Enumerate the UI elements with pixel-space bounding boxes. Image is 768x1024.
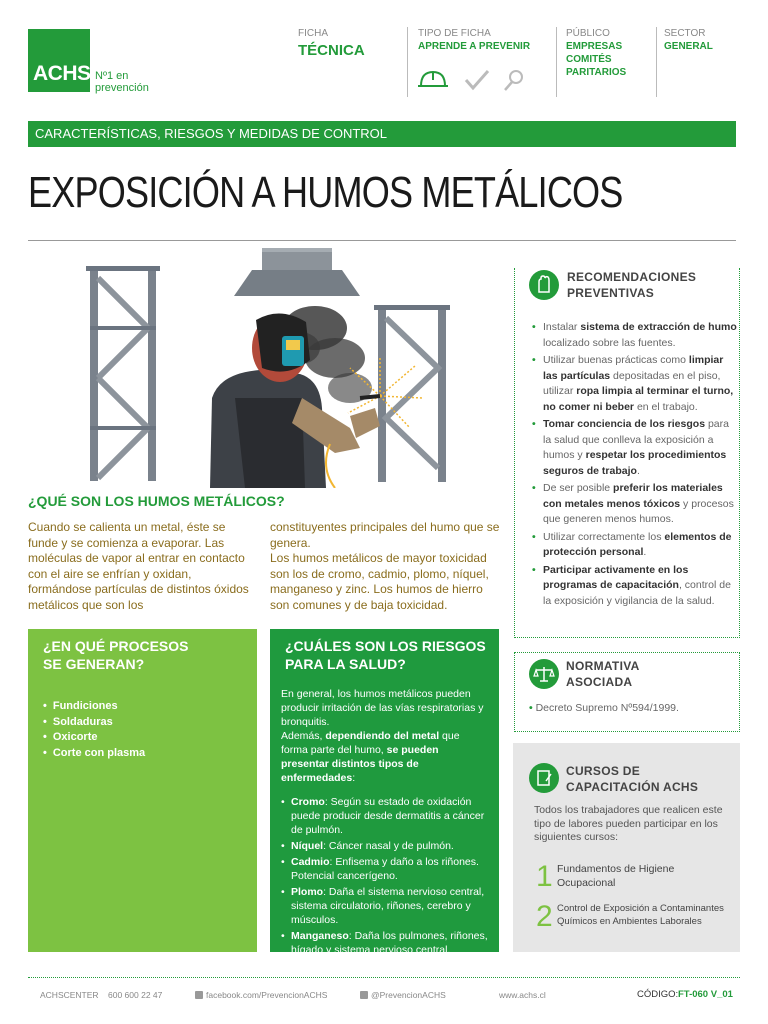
text-span: Utilizar buenas prácticas como [543, 354, 689, 366]
text-span: De ser posible [543, 482, 614, 494]
recommendations-list [529, 320, 737, 611]
header-divider [407, 27, 408, 97]
header-divider [656, 27, 657, 97]
list-item: • Fundiciones [43, 699, 257, 715]
risks-intro-2 [281, 729, 488, 785]
text-span: depositadas en el piso, utilizar [543, 369, 721, 397]
risks-body [270, 687, 499, 957]
metal-effect: : Cáncer nasal y de pulmón. [323, 840, 454, 852]
list-item [281, 839, 488, 853]
courses-intro: Todos los trabajadores que realicen este tipo de labores pueden participar en los siguientes cursos: [534, 804, 723, 843]
header-divider [556, 27, 557, 97]
risks-box [270, 629, 499, 956]
code-value: FT-060 V_01 [678, 989, 733, 1000]
code-label: CÓDIGO: [637, 989, 679, 1000]
text-span: Instalar [543, 321, 581, 333]
processes-title [28, 629, 257, 673]
text-span-bold: dependiendo del metal [325, 730, 440, 742]
magnifier-icon [505, 71, 522, 90]
page-title: EXPOSICIÓN A HUMOS METÁLICOS [28, 168, 623, 217]
processes-title-line1: ¿EN QUÉ PROCESOS [43, 638, 189, 654]
normativa-title [566, 658, 640, 690]
risks-title-line2: PARA LA SALUD? [285, 656, 406, 672]
text-span: para la salud que conlleva la exposición a humos y [543, 418, 729, 461]
text-span: localizado sobre las fuentes. [543, 336, 676, 349]
list-item: • Oxicorte [43, 730, 257, 746]
normativa-title-line2: ASOCIADA [566, 675, 633, 689]
text-span-bold: sistema de extracción de humo [580, 321, 737, 333]
certificate-icon [529, 763, 559, 793]
text-span-bold: preferir los materiales con metales menos tóxicos [543, 482, 723, 510]
what-are-col2 [270, 520, 500, 613]
footer-phone: 600 600 22 47 [108, 990, 163, 1000]
footer-facebook[interactable] [195, 990, 327, 1000]
list-item [529, 530, 737, 561]
text-span: Utilizar correctamente los [543, 530, 665, 543]
scale-icon [529, 659, 559, 689]
facebook-icon [195, 991, 203, 999]
metal-name: Cadmio [291, 856, 330, 868]
metal-effect: : Enfisema y daño a los riñones. Potencial cancerígeno. [291, 856, 479, 882]
ficha-label: FICHA [298, 28, 328, 39]
risks-list [281, 795, 488, 957]
twitter-link[interactable]: @PrevencionACHS [371, 990, 446, 1000]
footer-center: ACHSCENTER [40, 990, 99, 1000]
sector-label: SECTOR [664, 28, 706, 39]
courses-title-line1: CURSOS DE [566, 764, 641, 778]
text-span: Además, [281, 730, 326, 742]
helmet-icon [418, 72, 448, 86]
text-span: : [352, 772, 356, 784]
metal-effect: : Daña los pulmones, riñones, hígado y sistema nervioso central. [291, 930, 488, 956]
list-item [281, 855, 488, 883]
text-span: que forma parte del humo, [281, 730, 460, 756]
course-number: 1 [536, 860, 553, 893]
metal-name: Cromo [291, 796, 325, 808]
courses-title-line2: CAPACITACIÓN ACHS [566, 780, 699, 794]
recommendations-title-line1: RECOMENDACIONES [567, 270, 697, 284]
risks-intro: En general, los humos metálicos pueden producir irritación de las vías respiratorias y bronquitis. [281, 688, 484, 728]
metal-name: Níquel [291, 840, 324, 852]
publico-value-2: COMITÉS [566, 54, 612, 65]
list-item [529, 353, 737, 415]
text-span: . [636, 464, 640, 477]
publico-value-3: PARITARIOS [566, 67, 627, 78]
list-item: • Corte con plasma [43, 746, 257, 762]
normativa-item: • Decreto Supremo Nº594/1999. [529, 702, 679, 714]
processes-box [28, 629, 257, 952]
what-are-title: ¿QUÉ SON LOS HUMOS METÁLICOS? [28, 493, 285, 509]
text-span: , control de la exposición y vigilancia de la salud. [543, 579, 731, 607]
glove-icon [529, 270, 559, 300]
recommendations-title [567, 269, 696, 301]
processes-list [43, 699, 257, 761]
what-are-paragraph: constituyentes principales del humo que se genera. [270, 520, 500, 550]
risks-title-line1: ¿CUÁLES SON LOS RIESGOS [285, 638, 486, 654]
courses-title [566, 763, 698, 795]
twitter-icon [360, 991, 368, 999]
processes-title-line2: SE GENERAN? [43, 656, 145, 672]
steel-tower-icon [374, 305, 450, 482]
list-item [281, 929, 488, 957]
publico-value-1: EMPRESAS [566, 41, 623, 52]
text-span-bold: limpiar las partículas [543, 354, 724, 382]
footer-twitter[interactable] [360, 990, 446, 1000]
metal-name: Plomo [291, 886, 324, 898]
text-span: . [643, 546, 647, 558]
steel-tower-icon [86, 266, 160, 481]
course-name: Fundamentos de Higiene Ocupacional [557, 863, 675, 889]
list-item [529, 563, 737, 610]
ficha-value: TÉCNICA [298, 42, 365, 59]
what-are-col1 [28, 520, 258, 613]
text-span: y procesos que generen menos humos. [543, 497, 734, 525]
tipo-label: TIPO DE FICHA [418, 28, 491, 39]
text-span-bold: se pueden presentar distintos tipos de enfermedades [281, 744, 439, 784]
metal-effect: : Daña el sistema nervioso central, sistema circulatorio, riñones, cerebro y músculos. [291, 886, 485, 926]
tipo-value: APRENDE A PREVENIR [418, 41, 531, 52]
list-item: • Soldaduras [43, 715, 257, 731]
normativa-title-line1: NORMATIVA [566, 659, 640, 673]
list-item [529, 481, 737, 528]
course-name: Control de Exposición a Contaminantes Químicos en Ambientes Laborales [557, 903, 724, 927]
text-span-bold: elementos de protección personal [543, 530, 732, 558]
what-are-paragraph: Los humos metálicos de mayor toxicidad son los de cromo, cadmio, plomo, níquel, manganeso y zinc. Los humos de hierro son comunes y de baja toxicidad. [270, 551, 489, 612]
text-span-bold: ropa limpia al terminar el turno, no comer ni beber [543, 385, 734, 413]
header-ficha [298, 27, 365, 60]
header-sector [664, 27, 713, 53]
recommendations-title-line2: PREVENTIVAS [567, 286, 655, 300]
list-item [529, 320, 737, 351]
list-item [281, 885, 488, 927]
logo-tagline: Nº1 en prevención [95, 70, 149, 94]
text-span: en el trabajo. [634, 400, 698, 413]
text-span-bold: Participar activamente en los programas de capacitación [543, 563, 689, 591]
text-span-bold: Tomar conciencia de los riesgos [543, 418, 706, 430]
header-tipo [418, 27, 530, 53]
what-are-paragraph: Cuando se calienta un metal, éste se funde y se comienza a evaporar. Las moléculas de vapor al entrar en contacto con el aire se enfrían y oxidan, formándose partículas de distintos óxidos metálicos que son los [28, 520, 249, 612]
publico-label: PÚBLICO [566, 28, 610, 39]
facebook-link[interactable]: facebook.com/PrevencionACHS [206, 990, 328, 1000]
metal-effect: : Según su estado de oxidación puede producir desde dermatitis a cáncer de pulmón. [291, 796, 485, 836]
title-divider [28, 240, 736, 241]
welder-illustration [30, 248, 500, 488]
tipo-icons [418, 66, 528, 94]
footer-divider [28, 977, 740, 978]
text-span-bold: respetar los procedimientos seguros de trabajo [543, 449, 727, 477]
metal-name: Manganeso [291, 930, 349, 942]
header-publico [566, 27, 626, 79]
list-item [281, 795, 488, 837]
sector-value: GENERAL [664, 41, 713, 52]
list-item [529, 417, 737, 479]
extraction-hood-icon [234, 248, 360, 296]
check-icon [466, 71, 488, 88]
risks-title [270, 629, 499, 673]
course-number: 2 [536, 900, 553, 933]
section-band: CARACTERÍSTICAS, RIESGOS Y MEDIDAS DE CONTROL [28, 121, 736, 147]
logo-text: ACHS [33, 62, 91, 85]
footer-web[interactable]: www.achs.cl [499, 990, 546, 1000]
